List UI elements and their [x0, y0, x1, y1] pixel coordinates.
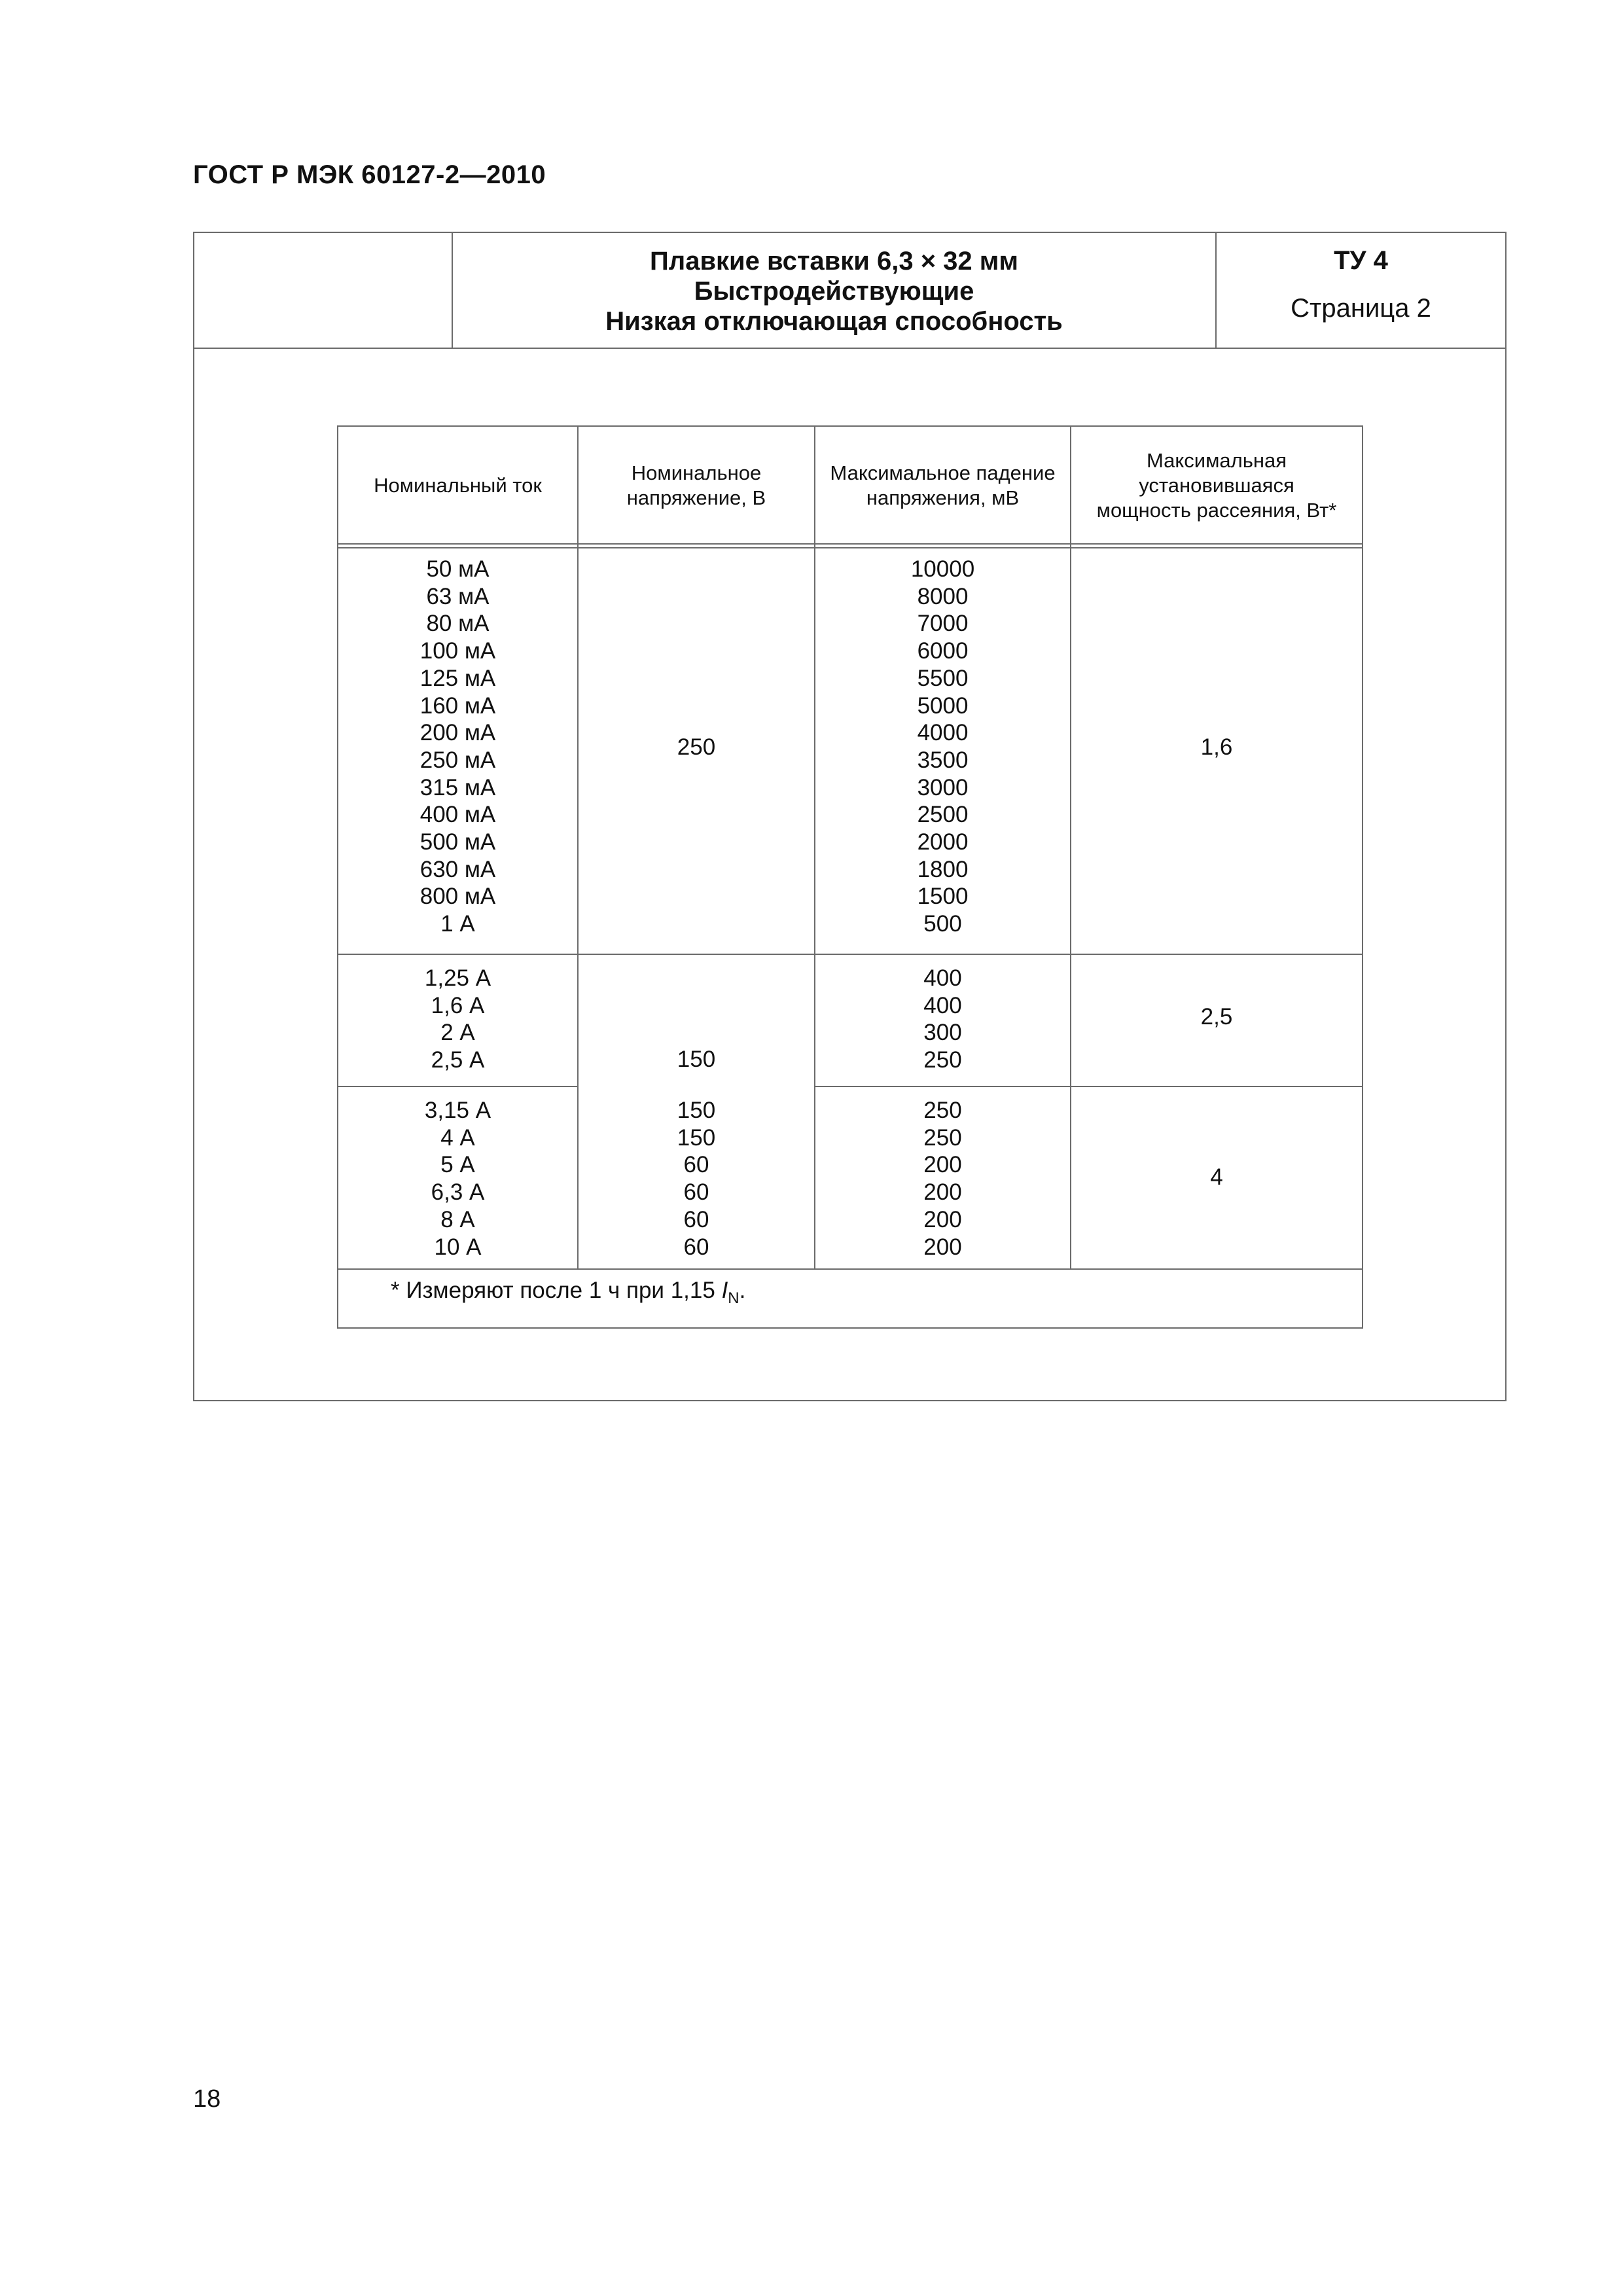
rated-current-value: 1,25 А	[424, 965, 491, 991]
rated-voltage-value: 60	[683, 1179, 709, 1206]
voltage-drop-value: 2500	[917, 802, 969, 828]
header-voltage-drop: Максимальное падение напряжения, мВ	[830, 461, 1056, 509]
voltage-drop-value: 3500	[917, 747, 969, 773]
voltage-drop-value: 500	[923, 911, 962, 937]
group3-drops	[815, 1097, 1070, 1261]
rated-current-value: 200 мА	[419, 720, 496, 746]
group1-voltage: 250	[677, 734, 716, 760]
rated-current-value: 10 А	[434, 1234, 482, 1260]
footnote-symbol: I	[721, 1278, 728, 1303]
group2-voltage: 150	[677, 1047, 716, 1072]
rated-voltage-value: 60	[683, 1234, 709, 1260]
voltage-drop-value: 250	[923, 1124, 962, 1151]
voltage-drop-value: 6000	[917, 638, 969, 664]
voltage-drop-value: 1500	[917, 884, 969, 910]
rated-current-value: 2,5 А	[431, 1047, 485, 1073]
rated-current-value: 800 мА	[419, 884, 496, 910]
sheet-title	[453, 233, 1217, 348]
rated-current-value: 160 мА	[419, 692, 496, 719]
sheet-title-line-1: Плавкие вставки 6,3 × 32 мм	[650, 247, 1018, 276]
rated-current-value: 500 мА	[419, 829, 496, 855]
rated-current-value: 5 А	[440, 1152, 475, 1178]
sheet-page: Страница 2	[1291, 294, 1431, 323]
rated-current-value: 4 А	[440, 1124, 475, 1151]
rated-current-value: 3,15 А	[424, 1098, 491, 1123]
voltage-drop-value: 250	[923, 1098, 962, 1123]
rated-current-value: 1 А	[440, 911, 475, 937]
note-divider	[338, 1268, 1362, 1270]
page-number: 18	[193, 2085, 221, 2113]
rated-current-value: 8 А	[440, 1206, 475, 1232]
sheet-title-line-3: Низкая отключающая способность	[605, 307, 1063, 336]
voltage-drop-value: 400	[923, 992, 962, 1018]
column-divider	[1070, 427, 1071, 1268]
sheet-header-right	[1217, 233, 1505, 348]
group2-power: 2,5	[1200, 1004, 1233, 1030]
rated-current-value: 63 мА	[426, 583, 490, 609]
rated-voltage-value: 150	[677, 1098, 716, 1123]
voltage-drop-value: 300	[923, 1020, 962, 1046]
footnote-text: * Измеряют после 1 ч при 1,15	[391, 1278, 722, 1303]
footnote-subscript: N	[728, 1289, 740, 1307]
document-standard-header: ГОСТ Р МЭК 60127-2—2010	[193, 160, 546, 189]
sheet-header-blank-cell	[194, 233, 453, 348]
group2-drops	[815, 965, 1070, 1074]
rated-current-value: 315 мА	[419, 774, 496, 800]
voltage-drop-value: 2000	[917, 829, 969, 855]
voltage-drop-value: 5500	[917, 665, 969, 691]
voltage-drop-value: 200	[923, 1206, 962, 1232]
footnote-end: .	[739, 1278, 746, 1303]
voltage-drop-value: 1800	[917, 856, 969, 882]
group2-currents	[338, 965, 577, 1074]
voltage-drop-value: 4000	[917, 720, 969, 746]
sheet-header	[194, 233, 1505, 349]
group-divider	[338, 954, 1362, 955]
group-divider	[814, 1086, 1362, 1087]
voltage-drop-value: 10000	[910, 556, 975, 582]
fuse-data-table	[337, 425, 1363, 1329]
group1-drops	[815, 556, 1070, 938]
rated-voltage-value: 150	[677, 1124, 716, 1151]
rated-current-value: 250 мА	[419, 747, 496, 773]
group3-power: 4	[1210, 1164, 1223, 1190]
voltage-drop-value: 200	[923, 1179, 962, 1206]
voltage-drop-value: 250	[923, 1047, 962, 1073]
rated-voltage-value: 60	[683, 1206, 709, 1232]
rated-current-value: 400 мА	[419, 802, 496, 828]
voltage-drop-value: 200	[923, 1152, 962, 1178]
voltage-drop-value: 3000	[917, 774, 969, 800]
rated-voltage-value: 60	[683, 1152, 709, 1178]
sheet-code: ТУ 4	[1334, 246, 1388, 275]
rated-current-value: 1,6 А	[431, 992, 485, 1018]
header-rated-current: Номинальный ток	[374, 474, 542, 497]
voltage-drop-value: 8000	[917, 583, 969, 609]
rated-current-value: 630 мА	[419, 856, 496, 882]
rated-current-value: 50 мА	[426, 556, 490, 582]
rated-current-value: 2 А	[440, 1020, 475, 1046]
voltage-drop-value: 5000	[917, 692, 969, 719]
rated-current-value: 100 мА	[419, 638, 496, 664]
group3-voltages	[579, 1097, 814, 1261]
sheet-title-line-2: Быстродействующие	[694, 277, 974, 306]
group-divider	[338, 1086, 577, 1087]
rated-current-value: 6,3 А	[431, 1179, 485, 1206]
voltage-drop-value: 400	[923, 965, 962, 991]
rated-current-value: 80 мА	[426, 611, 490, 637]
table-footnote	[391, 1278, 745, 1308]
header-rated-voltage: Номинальное напряжение, В	[626, 461, 766, 509]
header-power-dissipation: Максимальная установившаяся мощность рассеяния, Вт*	[1096, 449, 1337, 522]
group1-power: 1,6	[1200, 734, 1233, 760]
group3-currents	[338, 1097, 577, 1261]
voltage-drop-value: 7000	[917, 611, 969, 637]
group1-currents	[338, 556, 577, 938]
header-divider	[338, 547, 1362, 548]
voltage-drop-value: 200	[923, 1234, 962, 1260]
rated-current-value: 125 мА	[419, 665, 496, 691]
